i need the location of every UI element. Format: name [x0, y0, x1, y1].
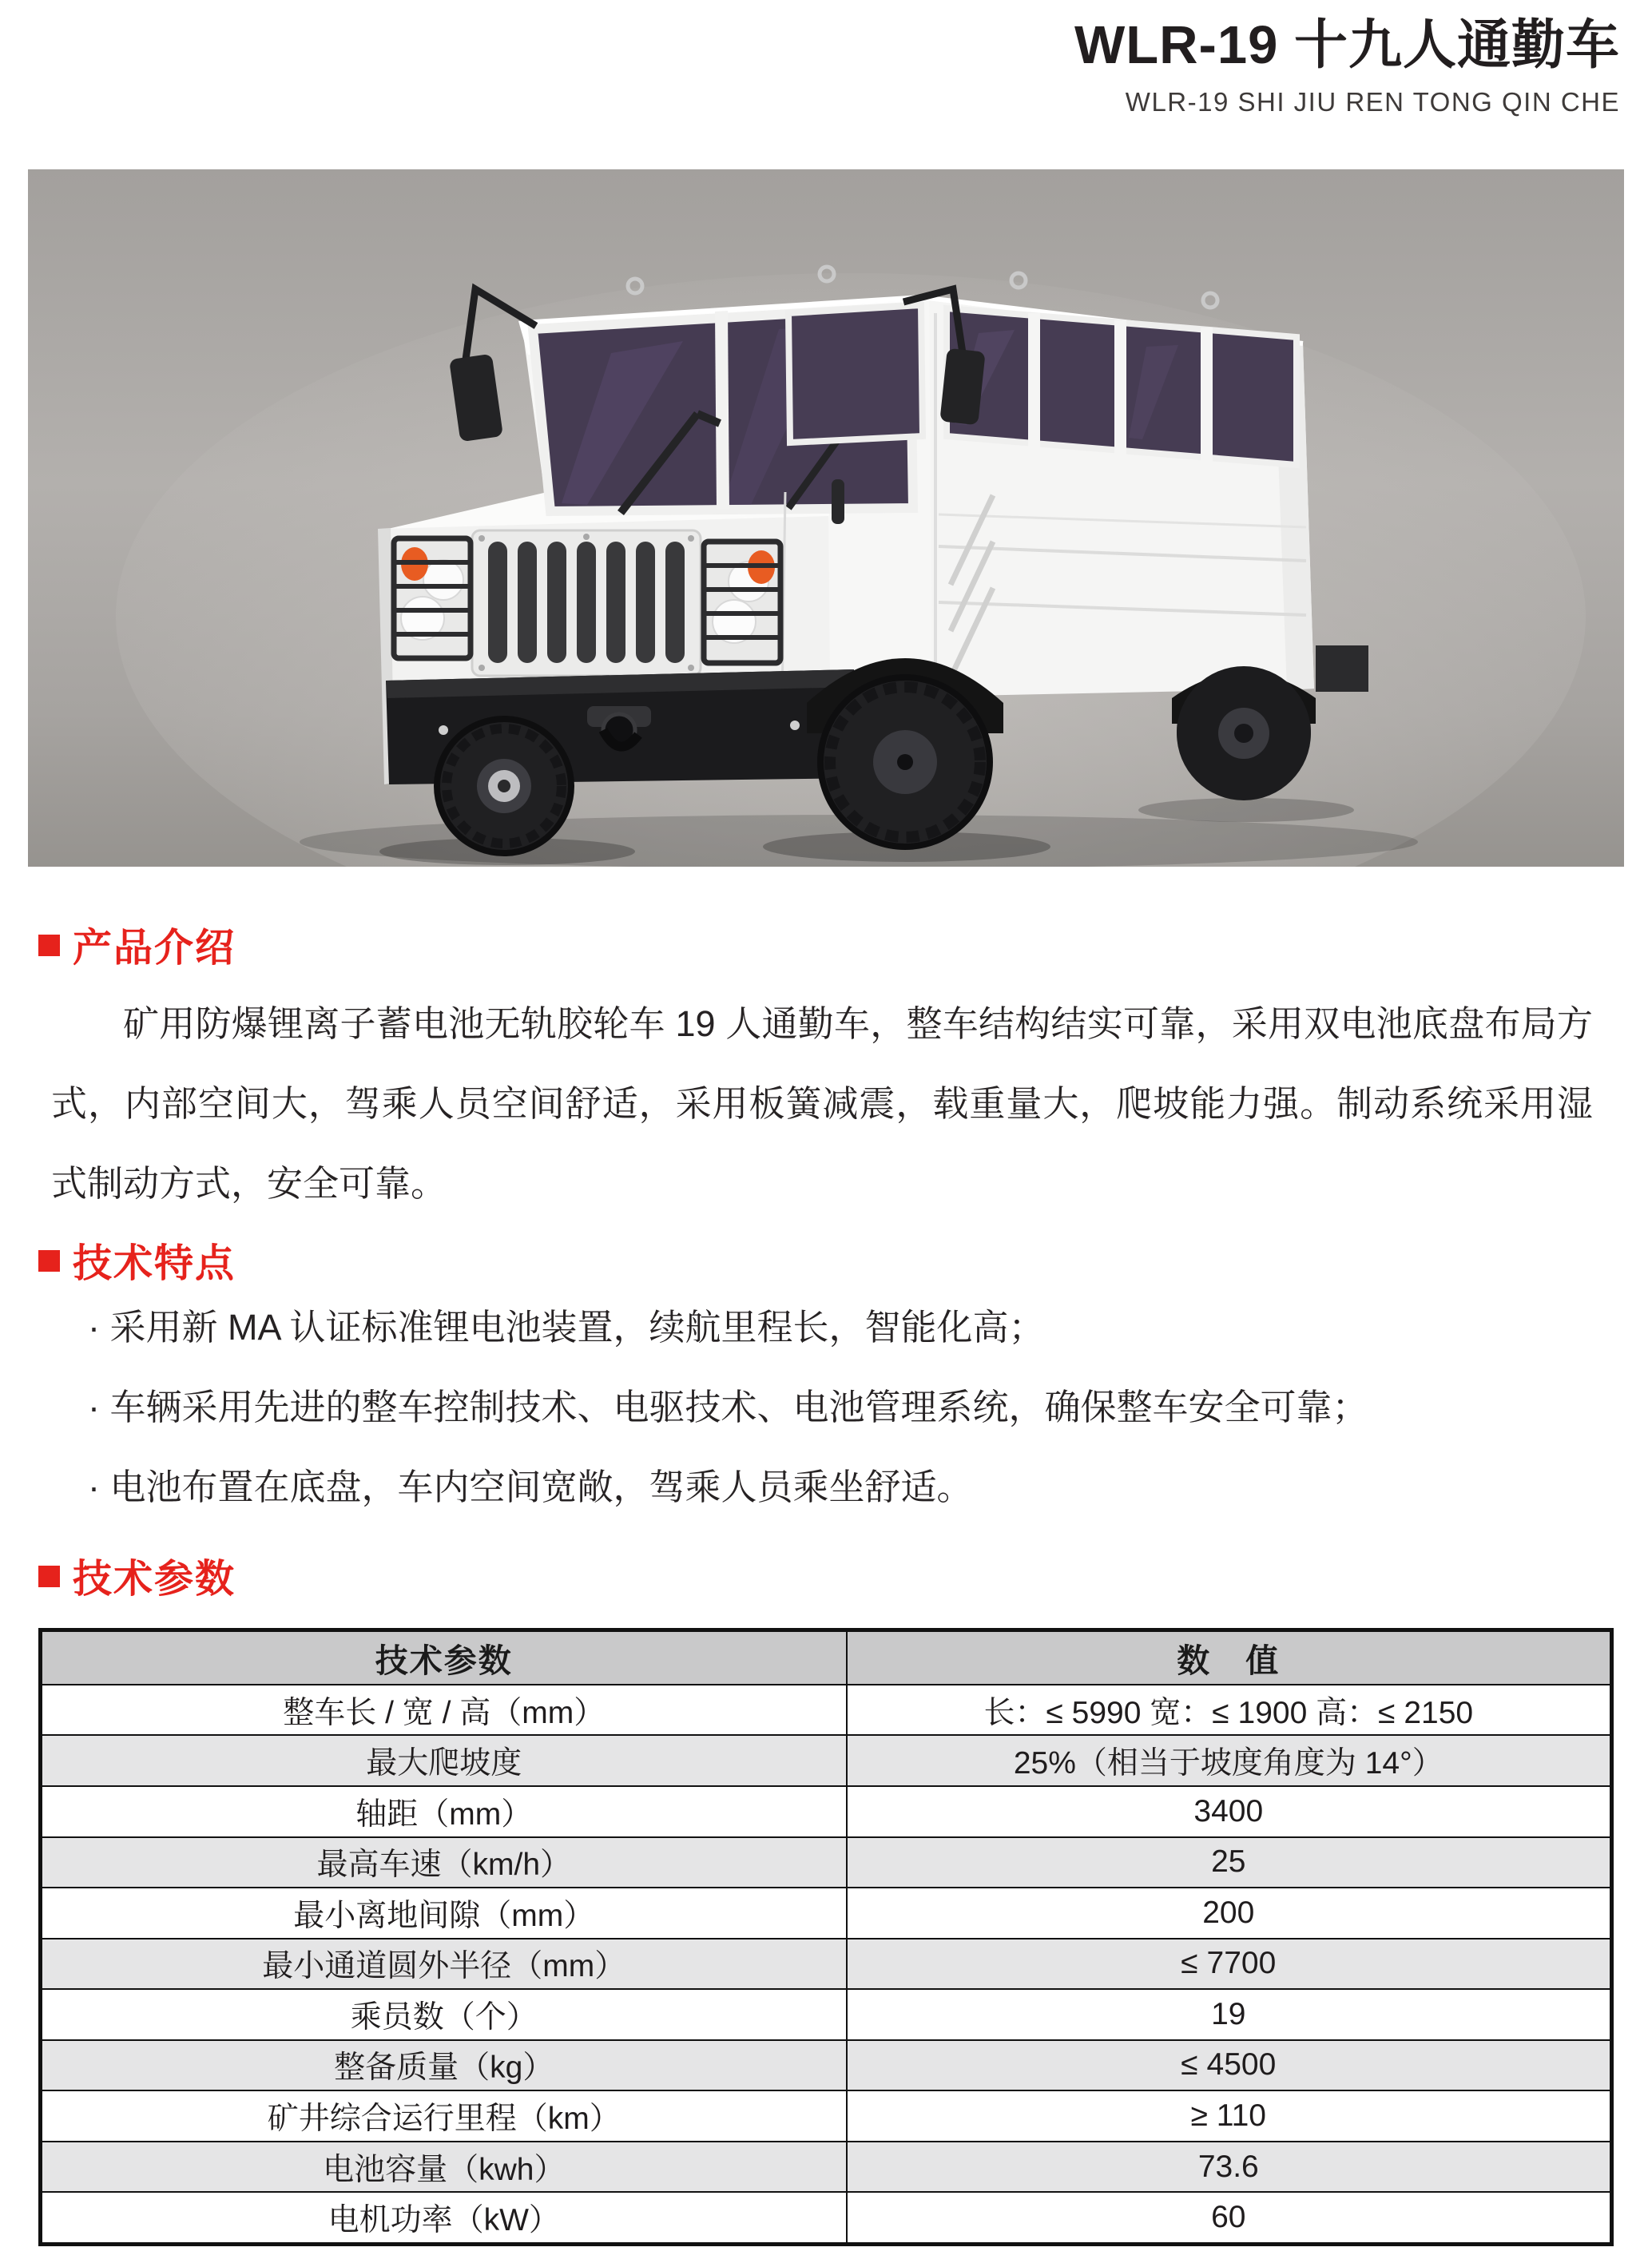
spec-param-cell: 电池容量（kwh） — [41, 2142, 847, 2193]
spec-param-cell: 整备质量（kg） — [41, 2040, 847, 2091]
page-subtitle: WLR-19 SHI JIU REN TONG QIN CHE — [1125, 87, 1620, 117]
table-row — [41, 1685, 1612, 1736]
spec-value-cell: 3400 — [847, 1786, 1612, 1837]
spec-param-cell: 电机功率（kW） — [41, 2192, 847, 2244]
table-row — [41, 2142, 1612, 2193]
table-row — [41, 1888, 1612, 1939]
table-row — [41, 2040, 1612, 2091]
spec-value-cell: 60 — [847, 2192, 1612, 2244]
section-heading-specs — [38, 1548, 236, 1604]
section-heading-features — [38, 1233, 236, 1288]
spec-table-header-row — [41, 1630, 1612, 1685]
intro-paragraph: 矿用防爆锂离子蓄电池无轨胶轮车 19 人通勤车，整车结构结实可靠，采用双电池底盘布局方式，内部空间大，驾乘人员空间舒适，采用板簧减震，载重量大，爬坡能力强。制动系统采用湿式制动方式，安全可靠。 — [51, 1003, 1593, 1204]
section-marker-icon — [38, 1250, 60, 1272]
section-heading-intro — [38, 917, 236, 973]
feature-item: · 采用新 MA 认证标准锂电池装置，续航里程长，智能化高； — [88, 1307, 1045, 1348]
spec-param-cell: 最大爬坡度 — [41, 1735, 847, 1786]
section-marker-icon — [38, 935, 60, 956]
spec-param-cell: 整车长 / 宽 / 高（mm） — [41, 1685, 847, 1736]
spec-value-cell: ≥ 110 — [847, 2090, 1612, 2142]
vehicle-illustration — [28, 169, 1624, 867]
spec-col-header-param: 技术参数 — [41, 1630, 847, 1685]
spec-value-cell: 长：≤ 5990 宽：≤ 1900 高：≤ 2150 — [847, 1685, 1612, 1736]
spec-param-cell: 最小离地间隙（mm） — [41, 1888, 847, 1939]
table-row — [41, 1735, 1612, 1786]
spec-value-cell: 25 — [847, 1837, 1612, 1888]
spec-value-cell: 200 — [847, 1888, 1612, 1939]
table-row — [41, 2192, 1612, 2244]
section-title: 技术参数 — [73, 1558, 236, 1601]
feature-list — [88, 1288, 1598, 1527]
spec-value-cell: ≤ 4500 — [847, 2040, 1612, 2091]
table-row — [41, 1786, 1612, 1837]
page-title: WLR-19 十九人通勤车 — [1074, 15, 1620, 75]
section-marker-icon — [38, 1566, 60, 1587]
spec-param-cell: 最小通道圆外半径（mm） — [41, 1939, 847, 1990]
spec-param-cell: 乘员数（个） — [41, 1989, 847, 2040]
product-photo — [28, 169, 1624, 867]
spec-table — [38, 1628, 1614, 2246]
spec-col-header-value: 数 值 — [847, 1630, 1612, 1685]
spec-value-cell: 25%（相当于坡度角度为 14°） — [847, 1735, 1612, 1786]
section-title: 产品介绍 — [73, 927, 236, 970]
section-title: 技术特点 — [73, 1242, 236, 1285]
table-row — [41, 1837, 1612, 1888]
spec-value-cell: ≤ 7700 — [847, 1939, 1612, 1990]
table-row — [41, 2090, 1612, 2142]
feature-item: · 电池布置在底盘，车内空间宽敞，驾乘人员乘坐舒适。 — [88, 1467, 973, 1507]
spec-value-cell: 73.6 — [847, 2142, 1612, 2193]
spec-param-cell: 轴距（mm） — [41, 1786, 847, 1837]
table-row — [41, 1989, 1612, 2040]
spec-param-cell: 最高车速（km/h） — [41, 1837, 847, 1888]
table-row — [41, 1939, 1612, 1990]
feature-item: · 车辆采用先进的整车控制技术、电驱技术、电池管理系统，确保整车安全可靠； — [88, 1387, 1368, 1427]
spec-param-cell: 矿井综合运行里程（km） — [41, 2090, 847, 2142]
header — [1074, 14, 1620, 117]
spec-value-cell: 19 — [847, 1989, 1612, 2040]
